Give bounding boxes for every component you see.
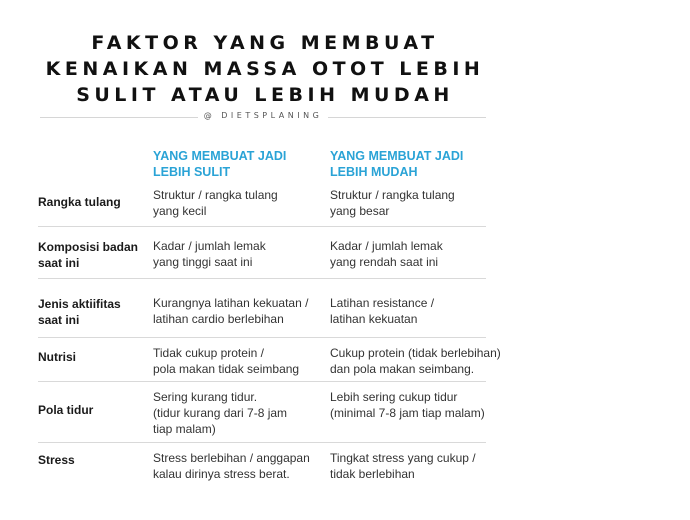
cell-line: Rangka tulang [38, 195, 121, 209]
cell-line: Kadar / jumlah lemak [330, 239, 443, 253]
cell-line: dan pola makan seimbang. [330, 362, 475, 376]
cell-line: Stress [38, 453, 75, 467]
cell-line: Stress berlebihan / anggapan [153, 451, 310, 465]
row-label [38, 296, 121, 328]
title-line-1: FAKTOR YANG MEMBUAT [91, 32, 439, 54]
row-divider [38, 381, 486, 382]
row-label [38, 194, 121, 210]
cell-line: Lebih sering cukup tidur [330, 390, 458, 404]
cell-harder [153, 187, 328, 219]
row-label [38, 239, 138, 271]
title-line-2: KENAIKAN MASSA OTOT LEBIH [45, 58, 485, 80]
cell-line: saat ini [38, 256, 80, 270]
row-label [38, 349, 76, 365]
column-header-easier-line2: LEBIH MUDAH [330, 165, 418, 179]
cell-line: latihan kekuatan [330, 312, 418, 326]
column-header-harder [153, 148, 286, 180]
cell-line: yang rendah saat ini [330, 255, 439, 269]
cell-line: Nutrisi [38, 350, 77, 364]
column-header-easier-line1: YANG MEMBUAT JADI [330, 149, 464, 163]
cell-line: Sering kurang tidur. [153, 390, 258, 404]
cell-line: Struktur / rangka tulang [153, 188, 278, 202]
cell-easier [330, 187, 510, 219]
cell-line: yang tinggi saat ini [153, 255, 253, 269]
cell-line: Komposisi badan [38, 240, 139, 254]
column-header-harder-line1: YANG MEMBUAT JADI [153, 149, 287, 163]
cell-easier [330, 345, 510, 377]
cell-harder [153, 450, 328, 482]
page-title [0, 30, 530, 108]
cell-line: pola makan tidak seimbang [153, 362, 300, 376]
cell-easier [330, 238, 510, 270]
cell-easier [330, 295, 510, 327]
row-divider [38, 278, 486, 279]
cell-line: yang kecil [153, 204, 207, 218]
row-divider [38, 226, 486, 227]
title-line-3: SULIT ATAU LEBIH MUDAH [76, 84, 454, 106]
cell-harder [153, 389, 328, 437]
cell-line: yang besar [330, 204, 390, 218]
cell-line: (tidur kurang dari 7-8 jam [153, 406, 288, 420]
cell-easier [330, 450, 510, 482]
cell-line: saat ini [38, 313, 80, 327]
cell-line: (minimal 7-8 jam tiap malam) [330, 406, 485, 420]
cell-harder [153, 238, 328, 270]
cell-line: tiap malam) [153, 422, 216, 436]
cell-line: Tingkat stress yang cukup / [330, 451, 476, 465]
social-handle: @ DIETSPLANING [198, 111, 329, 120]
cell-easier [330, 389, 510, 421]
cell-line: Kadar / jumlah lemak [153, 239, 266, 253]
cell-line: Cukup protein (tidak berlebihan) [330, 346, 501, 360]
cell-line: Latihan resistance / [330, 296, 435, 310]
cell-line: Pola tidur [38, 403, 94, 417]
cell-line: tidak berlebihan [330, 467, 415, 481]
cell-line: Struktur / rangka tulang [330, 188, 455, 202]
cell-line: Tidak cukup protein / [153, 346, 264, 360]
cell-line: Jenis aktiifitas [38, 297, 121, 311]
row-label [38, 452, 75, 468]
cell-line: kalau dirinya stress berat. [153, 467, 290, 481]
cell-line: latihan cardio berlebihan [153, 312, 284, 326]
cell-line: Kurangnya latihan kekuatan / [153, 296, 309, 310]
handle-divider [40, 111, 486, 123]
cell-harder [153, 295, 328, 327]
cell-harder [153, 345, 328, 377]
column-header-harder-line2: LEBIH SULIT [153, 165, 231, 179]
row-divider [38, 337, 486, 338]
column-header-easier [330, 148, 463, 180]
row-divider [38, 442, 486, 443]
row-label [38, 402, 93, 418]
